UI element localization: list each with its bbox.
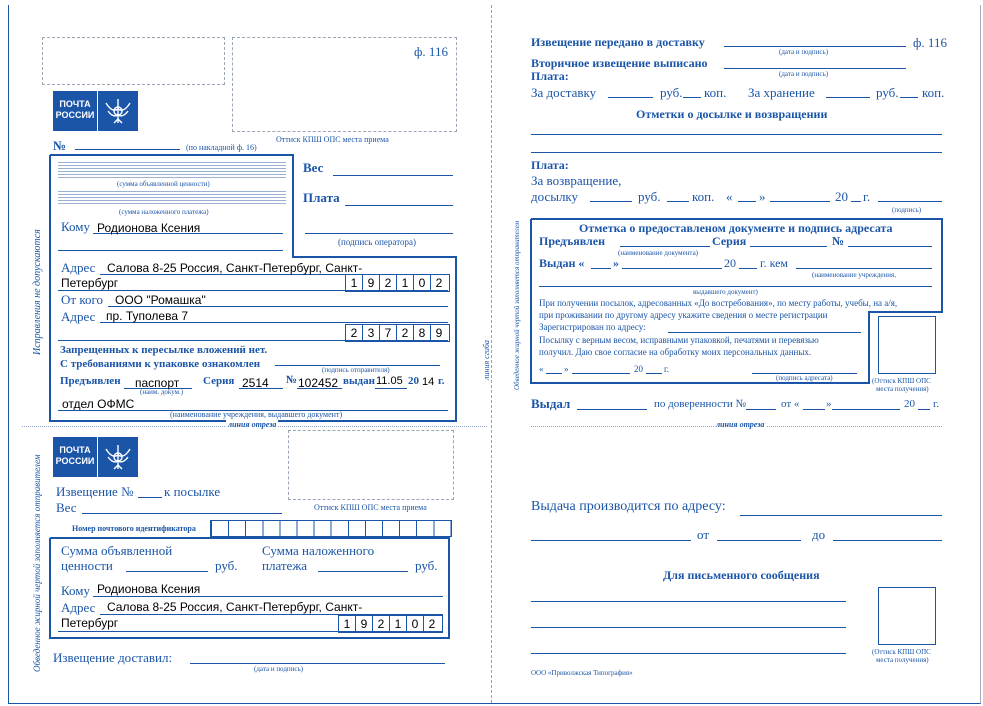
eagle-emblem-icon-2 bbox=[98, 437, 138, 477]
receipt-stamp2-caption-2: места получения) bbox=[876, 656, 929, 664]
right-issued-year: 20 bbox=[724, 256, 736, 270]
sender-sign-caption: (подпись отправителя) bbox=[322, 366, 390, 374]
receipt-stamp-caption-2: места получения) bbox=[876, 385, 929, 393]
address2-value-1[interactable]: Салова 8-25 Россия, Санкт-Петербург, Санкт- bbox=[107, 600, 363, 614]
right-form-number: ф. 116 bbox=[913, 35, 947, 50]
cod-hatch bbox=[58, 190, 286, 204]
issued2-label: Выдал bbox=[531, 396, 571, 411]
secondary-label: Вторичное извещение выписано bbox=[531, 56, 708, 70]
receipt-stamp-caption-1: (Оттиск КПШ ОПС bbox=[872, 377, 931, 385]
return-year-prefix: 20 bbox=[835, 189, 848, 204]
vertical-addressee-fill: Обведенное жирной чертой заполняется отправителем bbox=[513, 220, 521, 390]
received-year-prefix: 20 bbox=[634, 364, 643, 374]
written-message-title: Для письменного сообщения bbox=[663, 568, 820, 582]
return-year-suffix: г. bbox=[863, 189, 871, 204]
delivery-to-label: до bbox=[812, 527, 826, 542]
delivered-caption: (дата и подпись) bbox=[254, 665, 304, 673]
right-presented-label: Предъявлен bbox=[539, 234, 606, 248]
tracking-cells[interactable] bbox=[210, 520, 452, 537]
marks-title: Отметки о досылке и возвращении bbox=[636, 107, 828, 121]
russian-post-logo-2: ПОЧТА РОССИИ bbox=[53, 437, 138, 477]
receipt-stamp2-caption-1: (Оттиск КПШ ОПС bbox=[872, 648, 931, 656]
packing-text: С требованиями к упаковке ознакомлен bbox=[60, 358, 261, 370]
from-address-label: Адрес bbox=[61, 309, 96, 324]
right-issued-mid: » bbox=[613, 256, 619, 270]
notice-number-label: Извещение № bbox=[56, 484, 134, 499]
from-label: От кого bbox=[61, 292, 103, 307]
acceptance-stamp-box-2 bbox=[288, 430, 454, 500]
year-value[interactable]: 14 bbox=[422, 376, 435, 388]
storage-kop: коп. bbox=[922, 85, 945, 100]
to2-value[interactable]: Родионова Ксения bbox=[97, 582, 201, 596]
number-caption: (по накладной ф. 16) bbox=[186, 143, 257, 152]
return-quote-close: » bbox=[759, 189, 766, 204]
other-address-text: при проживании по другому адресу укажите сведения о месте регистрации bbox=[539, 310, 828, 320]
address-value-1[interactable]: Салова 8-25 Россия, Санкт-Петербург, Санкт- bbox=[107, 261, 363, 275]
right-issued-label: Выдан « bbox=[539, 256, 585, 270]
return-rub: руб. bbox=[638, 189, 661, 204]
weight2-label: Вес bbox=[56, 500, 77, 515]
received-year-suffix: г. bbox=[664, 364, 669, 374]
to-index-cells: 1 9 2 1 0 2 bbox=[345, 274, 450, 292]
right-by-whom: г. кем bbox=[760, 256, 789, 270]
issuer-value[interactable]: отдел ОФМС bbox=[62, 397, 135, 411]
handed-label: Извещение передано в доставку bbox=[531, 35, 705, 49]
storage-rub: руб. bbox=[876, 85, 899, 100]
receipt-stamp-box bbox=[878, 316, 936, 374]
proxy-quote-close: » bbox=[826, 398, 832, 410]
delivery-rub: руб. bbox=[660, 85, 683, 100]
presented-value[interactable]: паспорт bbox=[135, 376, 180, 390]
declared-value-label-2: ценности bbox=[61, 558, 113, 573]
number-label: № bbox=[53, 138, 67, 153]
operator-caption: (подпись оператора) bbox=[338, 237, 416, 247]
issued-value[interactable]: 11.05 bbox=[376, 375, 403, 387]
series-label: Серия bbox=[203, 375, 235, 387]
weight-label: Вес bbox=[303, 160, 324, 175]
fee2-label: Плата: bbox=[531, 158, 569, 172]
delivery-from-label: от bbox=[697, 527, 710, 542]
proxy-label: по доверенности № bbox=[654, 398, 746, 410]
right-num-label: № bbox=[832, 234, 845, 248]
acceptance-stamp-caption: Оттиск КПШ ОПС места приема bbox=[276, 135, 389, 144]
vertical-sender-fill: Обведенное жирной чертой заполняется отправителем bbox=[32, 454, 42, 672]
doc-box-title: Отметка о предоставленом документе и подпись адресата bbox=[579, 221, 893, 235]
to2-index-cells: 1 9 2 1 0 2 bbox=[338, 615, 443, 633]
address2-label: Адрес bbox=[61, 600, 96, 615]
issuer-caption: (наименование учреждения, выдавшего документ) bbox=[170, 410, 343, 419]
address-value-2[interactable]: Петербург bbox=[61, 276, 119, 290]
cod-label-2: платежа bbox=[262, 558, 308, 573]
series-value[interactable]: 2514 bbox=[242, 376, 269, 390]
right-doc-name-caption: (наименование документа) bbox=[618, 249, 699, 257]
to-value[interactable]: Родионова Ксения bbox=[97, 221, 201, 235]
russian-post-logo: ПОЧТА РОССИИ bbox=[53, 91, 138, 131]
forbidden-text: Запрещенных к пересылке вложений нет. bbox=[60, 344, 268, 356]
year-suffix: г. bbox=[438, 375, 445, 387]
doc-name-caption: (наим. докум.) bbox=[140, 388, 184, 396]
secondary-caption: (дата и подпись) bbox=[779, 70, 829, 78]
cut-line-label-right: линия отреза bbox=[716, 420, 765, 429]
fee-label: Плата bbox=[303, 190, 340, 205]
receipt-stamp-box-2 bbox=[878, 587, 936, 645]
return-kop: коп. bbox=[692, 189, 715, 204]
delivery-kop: коп. bbox=[704, 85, 727, 100]
year-prefix: 20 bbox=[408, 375, 419, 387]
doc-number-value[interactable]: 102452 bbox=[298, 376, 339, 390]
received-text-1: Посылку с верным весом, исправными упаковкой, печатями и перевязью bbox=[539, 335, 819, 345]
delivered-label: Извещение доставил: bbox=[53, 650, 173, 665]
addressee-sign-caption: (подпись адресата) bbox=[776, 374, 833, 382]
address2-value-2[interactable]: Петербург bbox=[61, 616, 119, 630]
notice-suffix: к посылке bbox=[164, 484, 221, 499]
rub-1: руб. bbox=[215, 558, 238, 573]
acceptance-stamp-caption-2: Оттиск КПШ ОПС места приема bbox=[314, 503, 427, 512]
cut-line-label-left: линия отреза bbox=[228, 420, 277, 429]
doc-number-label: № bbox=[286, 374, 298, 386]
return-sign-caption: (подпись) bbox=[892, 206, 922, 214]
return-quote-open: « bbox=[726, 189, 733, 204]
to-label: Кому bbox=[61, 219, 91, 234]
tracking-label: Номер почтового идентификатора bbox=[72, 524, 196, 533]
storage-label: За хранение bbox=[748, 85, 815, 100]
address-label: Адрес bbox=[61, 260, 96, 275]
presented-label: Предъявлен bbox=[60, 375, 121, 387]
received-quote-open: « bbox=[539, 364, 544, 374]
return-label: За возвращение, bbox=[531, 173, 622, 188]
form-number: ф. 116 bbox=[414, 44, 448, 59]
fee-right-label: Плата: bbox=[531, 69, 569, 83]
fold-line-label: линия сгиба bbox=[482, 340, 491, 380]
forward-label: досылку bbox=[531, 189, 579, 204]
delivery-address-label: Выдача производится по адресу: bbox=[531, 499, 726, 514]
to2-label: Кому bbox=[61, 583, 91, 598]
proxy-from-label: от « bbox=[781, 398, 800, 410]
right-institution-caption: (наименование учреждения, bbox=[812, 271, 896, 279]
from-value[interactable]: ООО "Ромашка" bbox=[115, 293, 206, 307]
right-series-label: Серия bbox=[712, 234, 747, 248]
proxy-year-prefix: 20 bbox=[904, 398, 915, 410]
delivery-fee-label: За доставку bbox=[531, 85, 597, 100]
from-index-cells: 2 3 7 2 8 9 bbox=[345, 324, 450, 342]
received-text-2: получил. Даю свое согласие на обработку моих персональных данных. bbox=[539, 347, 812, 357]
vertical-no-corrections: Исправления не допускаются bbox=[32, 229, 43, 355]
poste-restante-text: При получении посылок, адресованных «До востребования», по месту работы, учебы, на а/я, bbox=[539, 298, 898, 308]
declared-value-hatch bbox=[58, 162, 286, 178]
right-issuer-caption: выдавшего документ) bbox=[693, 288, 758, 296]
received-quote-close: » bbox=[564, 364, 569, 374]
registered-label: Зарегистрирован по адресу: bbox=[539, 322, 646, 332]
declared-value-caption: (сумма объявленной ценности) bbox=[117, 180, 210, 188]
from-address-value[interactable]: пр. Туполева 7 bbox=[106, 309, 189, 323]
declared-value-label-1: Сумма объявленной bbox=[61, 543, 173, 558]
proxy-year-suffix: г. bbox=[933, 398, 940, 410]
printer-name: ООО «Приволжская Типография» bbox=[531, 669, 633, 677]
rub-2: руб. bbox=[415, 558, 438, 573]
cod-label-1: Сумма наложенного bbox=[262, 543, 375, 558]
cod-caption: (сумма наложенного платежа) bbox=[119, 208, 209, 216]
issued-label: выдан bbox=[343, 375, 375, 387]
handed-caption: (дата и подпись) bbox=[779, 48, 829, 56]
